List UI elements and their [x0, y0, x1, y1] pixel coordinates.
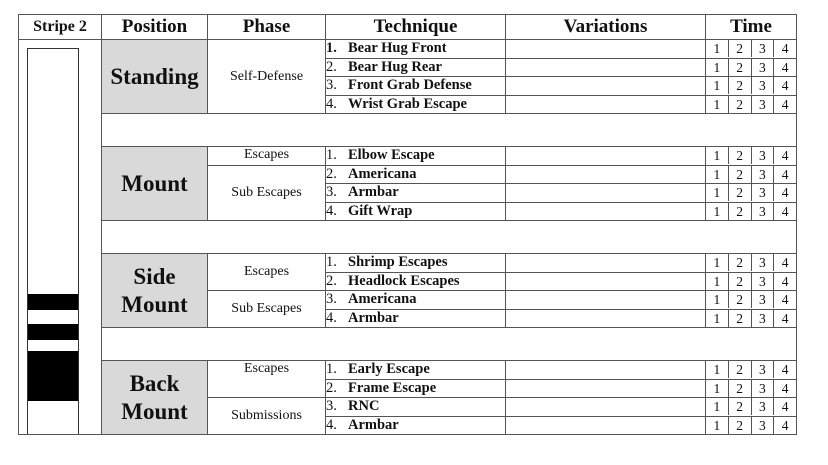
time-mark[interactable]: 4: [773, 96, 796, 113]
time-mark[interactable]: 4: [773, 417, 796, 434]
header-variations: Variations: [506, 15, 706, 40]
phase-cell: Sub Escapes: [208, 291, 326, 328]
time-mark[interactable]: 1: [713, 96, 721, 112]
time-cell: [706, 77, 797, 96]
header-time: Time: [706, 15, 797, 40]
time-mark[interactable]: 4: [773, 310, 796, 327]
time-mark[interactable]: 4: [773, 398, 796, 415]
technique-name: Elbow Escape: [348, 147, 435, 164]
position-cell: [102, 147, 208, 221]
time-cell: [706, 379, 797, 398]
time-mark[interactable]: 2: [728, 40, 751, 57]
technique-name: Headlock Escapes: [348, 272, 460, 289]
technique-cell: [326, 398, 506, 417]
position-cell: [102, 254, 208, 328]
spacer-cell: [102, 328, 797, 361]
technique-name: Armbar: [348, 309, 399, 326]
header-technique: Technique: [326, 15, 506, 40]
time-mark[interactable]: 1: [713, 203, 721, 219]
time-mark[interactable]: 1: [713, 417, 721, 433]
spacer-row: [19, 221, 797, 254]
time-cell: [706, 291, 797, 310]
table-row: [19, 40, 797, 59]
time-cell: [706, 361, 797, 380]
time-mark[interactable]: 1: [713, 399, 721, 415]
time-cell: [706, 309, 797, 328]
time-mark[interactable]: 2: [728, 417, 751, 434]
position-cell: [102, 40, 208, 114]
time-mark[interactable]: 4: [773, 361, 796, 378]
technique-name: Americana: [348, 291, 417, 308]
position-label: Standing: [110, 63, 199, 89]
technique-cell: [326, 77, 506, 96]
variations-cell[interactable]: [506, 165, 706, 184]
technique-name: Armbar: [348, 416, 399, 433]
position-label: Mount: [121, 291, 188, 317]
spacer-cell: [102, 221, 797, 254]
time-mark[interactable]: 4: [773, 184, 796, 201]
time-mark[interactable]: 3: [751, 254, 774, 271]
time-mark[interactable]: 3: [751, 417, 774, 434]
spacer-row: [19, 114, 797, 147]
time-mark[interactable]: 4: [773, 166, 796, 183]
technique-name: Bear Hug Front: [348, 40, 447, 57]
technique-number: 4.: [326, 202, 337, 219]
table-row: [19, 147, 797, 166]
variations-cell[interactable]: [506, 58, 706, 77]
technique-number: 2.: [326, 379, 337, 396]
position-label: Side: [133, 263, 176, 289]
table-row: [19, 361, 797, 380]
header-position: Position: [102, 15, 208, 40]
belt-band: [28, 351, 78, 401]
time-mark[interactable]: 2: [728, 254, 751, 271]
belt-band: [28, 294, 78, 310]
position-cell: [102, 361, 208, 435]
time-mark[interactable]: 2: [728, 273, 751, 290]
time-mark[interactable]: 1: [713, 166, 721, 182]
time-mark[interactable]: 3: [751, 40, 774, 57]
variations-cell[interactable]: [506, 95, 706, 114]
time-mark[interactable]: 1: [713, 292, 721, 308]
position-label: Back: [129, 370, 180, 396]
time-cell: [706, 272, 797, 291]
variations-cell[interactable]: [506, 361, 706, 380]
time-mark[interactable]: 4: [773, 77, 796, 94]
time-mark[interactable]: 1: [713, 148, 721, 164]
technique-name: Wrist Grab Escape: [348, 95, 467, 112]
time-cell: [706, 254, 797, 273]
time-mark[interactable]: 2: [728, 77, 751, 94]
position-label: Mount: [121, 170, 188, 196]
header-phase: Phase: [208, 15, 326, 40]
technique-number: 4.: [326, 95, 337, 112]
time-mark[interactable]: 2: [728, 398, 751, 415]
time-mark[interactable]: 1: [713, 255, 721, 271]
variations-cell[interactable]: [506, 77, 706, 96]
variations-cell[interactable]: [506, 291, 706, 310]
time-mark[interactable]: 2: [728, 59, 751, 76]
phase-cell: Submissions: [208, 398, 326, 435]
phase-cell: Escapes: [208, 361, 326, 398]
technique-cell: [326, 40, 506, 59]
technique-number: 4.: [326, 309, 337, 326]
time-mark[interactable]: 2: [728, 147, 751, 164]
variations-cell[interactable]: [506, 416, 706, 435]
time-mark[interactable]: 3: [751, 273, 774, 290]
time-mark[interactable]: 1: [713, 273, 721, 289]
variations-cell[interactable]: [506, 40, 706, 59]
technique-name: Armbar: [348, 184, 399, 201]
time-mark[interactable]: 4: [773, 40, 796, 57]
technique-number: 3.: [326, 77, 337, 94]
belt-graphic: [27, 48, 79, 435]
technique-cell: [326, 58, 506, 77]
variations-cell[interactable]: [506, 398, 706, 417]
technique-name: Early Escape: [348, 361, 430, 378]
variations-cell[interactable]: [506, 272, 706, 291]
technique-name: Bear Hug Rear: [348, 58, 442, 75]
technique-number: 3.: [326, 398, 337, 415]
time-cell: [706, 40, 797, 59]
time-cell: [706, 95, 797, 114]
technique-cell: [326, 361, 506, 380]
technique-cell: [326, 202, 506, 221]
time-mark[interactable]: 3: [751, 398, 774, 415]
time-cell: [706, 184, 797, 203]
time-mark[interactable]: 2: [728, 166, 751, 183]
technique-cell: [326, 165, 506, 184]
time-mark[interactable]: 3: [751, 361, 774, 378]
phase-cell: Sub Escapes: [208, 165, 326, 221]
time-mark[interactable]: 2: [728, 291, 751, 308]
phase-cell: Escapes: [208, 254, 326, 291]
time-cell: [706, 416, 797, 435]
technique-cell: [326, 254, 506, 273]
header-stripe: Stripe 2: [19, 15, 102, 40]
technique-number: 2.: [326, 58, 337, 75]
technique-number: 1.: [326, 40, 337, 57]
variations-cell[interactable]: [506, 184, 706, 203]
phase-cell: Self-Defense: [208, 40, 326, 114]
time-mark[interactable]: 3: [751, 203, 774, 220]
time-mark[interactable]: 4: [773, 203, 796, 220]
technique-number: 1.: [326, 361, 337, 378]
technique-number: 3.: [326, 184, 337, 201]
technique-cell: [326, 291, 506, 310]
variations-cell[interactable]: [506, 254, 706, 273]
time-mark[interactable]: 2: [728, 184, 751, 201]
time-mark[interactable]: 2: [728, 380, 751, 397]
time-mark[interactable]: 3: [751, 96, 774, 113]
time-mark[interactable]: 1: [713, 380, 721, 396]
technique-number: 3.: [326, 291, 337, 308]
header-row: [19, 15, 797, 40]
time-mark[interactable]: 1: [713, 41, 721, 57]
technique-cell: [326, 272, 506, 291]
phase-cell: Escapes: [208, 147, 326, 166]
time-mark[interactable]: 3: [751, 147, 774, 164]
curriculum-table: [18, 14, 797, 435]
technique-cell: [326, 184, 506, 203]
time-cell: [706, 398, 797, 417]
time-mark[interactable]: 4: [773, 291, 796, 308]
belt-band: [28, 324, 78, 340]
time-mark[interactable]: 3: [751, 380, 774, 397]
time-mark[interactable]: 1: [713, 185, 721, 201]
technique-name: Americana: [348, 165, 417, 182]
position-label: Mount: [121, 398, 188, 424]
technique-name: RNC: [348, 398, 380, 415]
time-mark[interactable]: 1: [713, 59, 721, 75]
time-mark[interactable]: 4: [773, 273, 796, 290]
time-mark[interactable]: 4: [773, 59, 796, 76]
time-mark[interactable]: 2: [728, 310, 751, 327]
technique-name: Frame Escape: [348, 379, 437, 396]
spacer-cell: [102, 114, 797, 147]
time-mark[interactable]: 4: [773, 147, 796, 164]
time-mark[interactable]: 3: [751, 166, 774, 183]
time-mark[interactable]: 4: [773, 380, 796, 397]
time-mark[interactable]: 1: [713, 362, 721, 378]
time-mark[interactable]: 2: [728, 203, 751, 220]
belt-cell: [19, 40, 102, 435]
time-mark[interactable]: 3: [751, 184, 774, 201]
time-mark[interactable]: 1: [713, 78, 721, 94]
time-mark[interactable]: 3: [751, 77, 774, 94]
time-mark[interactable]: 3: [751, 59, 774, 76]
technique-cell: [326, 379, 506, 398]
technique-number: 1.: [326, 254, 337, 271]
technique-number: 4.: [326, 416, 337, 433]
variations-cell[interactable]: [506, 202, 706, 221]
variations-cell[interactable]: [506, 379, 706, 398]
time-mark[interactable]: 3: [751, 291, 774, 308]
technique-cell: [326, 416, 506, 435]
time-cell: [706, 202, 797, 221]
technique-number: 1.: [326, 147, 337, 164]
time-mark[interactable]: 1: [713, 310, 721, 326]
technique-name: Gift Wrap: [348, 202, 413, 219]
spacer-row: [19, 328, 797, 361]
time-cell: [706, 147, 797, 166]
variations-cell[interactable]: [506, 147, 706, 166]
technique-number: 2.: [326, 165, 337, 182]
table-row: [19, 254, 797, 273]
time-mark[interactable]: 2: [728, 361, 751, 378]
time-cell: [706, 165, 797, 184]
technique-cell: [326, 309, 506, 328]
technique-cell: [326, 147, 506, 166]
time-mark[interactable]: 2: [728, 96, 751, 113]
time-mark[interactable]: 4: [773, 254, 796, 271]
technique-number: 2.: [326, 272, 337, 289]
technique-name: Front Grab Defense: [348, 77, 472, 94]
time-mark[interactable]: 3: [751, 310, 774, 327]
technique-name: Shrimp Escapes: [348, 254, 448, 271]
time-cell: [706, 58, 797, 77]
technique-cell: [326, 95, 506, 114]
variations-cell[interactable]: [506, 309, 706, 328]
